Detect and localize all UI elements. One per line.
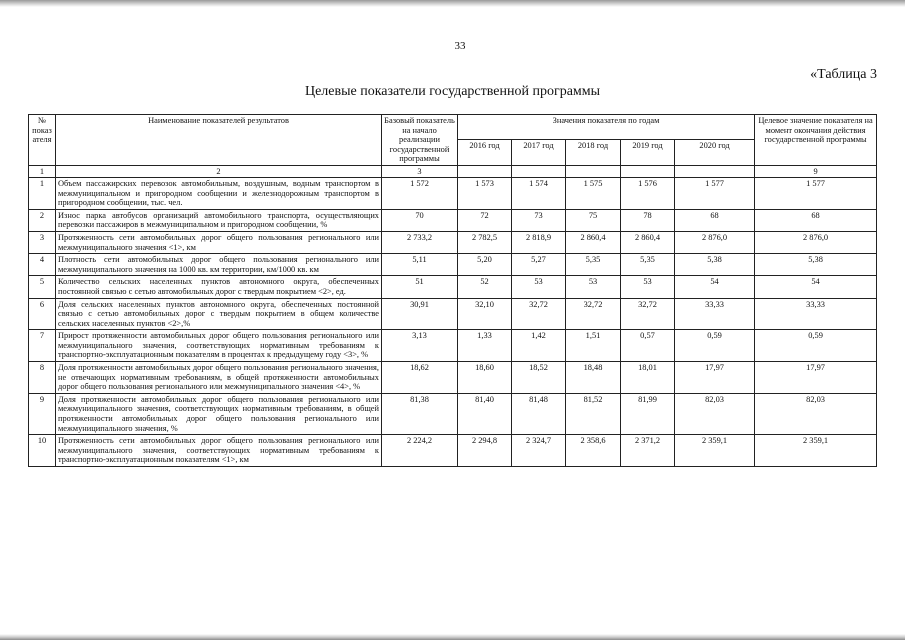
row-value: 0,59 bbox=[675, 330, 755, 362]
header-num: № показ ателя bbox=[29, 115, 56, 166]
row-base: 81,38 bbox=[382, 393, 458, 434]
row-name: Доля сельских населенных пунктов автономного округа, обеспеченных постоянной связью с сетью автомобильных дорог с твердым покрытием в общем количестве сельских населенных пунктов <2>,% bbox=[56, 298, 382, 330]
row-value: 32,72 bbox=[512, 298, 566, 330]
column-index bbox=[566, 165, 621, 177]
row-num: 6 bbox=[29, 298, 56, 330]
scan-edge-bottom bbox=[0, 634, 905, 640]
row-target: 33,33 bbox=[755, 298, 877, 330]
column-index: 3 bbox=[382, 165, 458, 177]
row-value: 5,27 bbox=[512, 254, 566, 276]
row-value: 53 bbox=[512, 276, 566, 298]
row-value: 53 bbox=[566, 276, 621, 298]
row-value: 81,52 bbox=[566, 393, 621, 434]
row-name: Протяженность сети автомобильных дорог общего пользования регионального или межмуниципального значения, соответствующих нормативным требованиям к транспортно-эксплуатационным показателям <1>, км bbox=[56, 435, 382, 467]
header-target: Целевое значение показателя на момент окончания действия государственной программы bbox=[755, 115, 877, 166]
row-value: 2 359,1 bbox=[675, 435, 755, 467]
targets-table bbox=[28, 114, 877, 467]
column-index-row bbox=[29, 165, 877, 177]
row-num: 7 bbox=[29, 330, 56, 362]
row-value: 73 bbox=[512, 209, 566, 231]
row-value: 54 bbox=[675, 276, 755, 298]
header-name: Наименование показателей результатов bbox=[56, 115, 382, 166]
table-row bbox=[29, 254, 877, 276]
row-name: Износ парка автобусов организаций автомобильного транспорта, осуществляющих перевозки пассажиров в межмуниципальном и пригородном сообщении, % bbox=[56, 209, 382, 231]
row-value: 32,72 bbox=[566, 298, 621, 330]
row-value: 18,01 bbox=[621, 362, 675, 394]
row-base: 2 224,2 bbox=[382, 435, 458, 467]
row-name: Прирост протяженности автомобильных дорог общего пользования регионального или межмуниципального значения, соответствующих нормативным требованиям к транспортно-эксплуатационным показателям в процентах к предыдущему году <3>, % bbox=[56, 330, 382, 362]
row-name: Количество сельских населенных пунктов автономного округа, обеспеченных постоянной связью с сетью автомобильных дорог с твердым покрытием <2>, ед. bbox=[56, 276, 382, 298]
row-value: 2 371,2 bbox=[621, 435, 675, 467]
row-base: 30,91 bbox=[382, 298, 458, 330]
row-num: 8 bbox=[29, 362, 56, 394]
row-value: 2 818,9 bbox=[512, 231, 566, 253]
column-index bbox=[675, 165, 755, 177]
row-value: 53 bbox=[621, 276, 675, 298]
row-value: 1,51 bbox=[566, 330, 621, 362]
row-value: 2 860,4 bbox=[566, 231, 621, 253]
row-value: 5,35 bbox=[566, 254, 621, 276]
row-target: 2 359,1 bbox=[755, 435, 877, 467]
column-index: 2 bbox=[56, 165, 382, 177]
row-num: 10 bbox=[29, 435, 56, 467]
row-num: 5 bbox=[29, 276, 56, 298]
row-value: 1 577 bbox=[675, 177, 755, 209]
row-value: 18,48 bbox=[566, 362, 621, 394]
row-value: 1,42 bbox=[512, 330, 566, 362]
column-index bbox=[458, 165, 512, 177]
row-name: Плотность сети автомобильных дорог общего пользования регионального или межмуниципального значения на 1000 кв. км территории, км/1000 кв. км bbox=[56, 254, 382, 276]
row-num: 4 bbox=[29, 254, 56, 276]
table-row bbox=[29, 298, 877, 330]
row-name: Доля протяженности автомобильных дорог общего пользования регионального значения, не отвечающих нормативным требованиям, в общей протяженности автомобильных дорог общего пользования регионального или межмуниципального значения <4>, % bbox=[56, 362, 382, 394]
row-num: 9 bbox=[29, 393, 56, 434]
row-value: 2 324,7 bbox=[512, 435, 566, 467]
page-title: Целевые показатели государственной программы bbox=[304, 84, 601, 99]
row-value: 68 bbox=[675, 209, 755, 231]
row-value: 32,72 bbox=[621, 298, 675, 330]
row-value: 18,52 bbox=[512, 362, 566, 394]
table-row bbox=[29, 362, 877, 394]
header-years-group: Значения показателя по годам bbox=[458, 115, 755, 140]
table-row bbox=[29, 276, 877, 298]
table-row bbox=[29, 209, 877, 231]
row-value: 75 bbox=[566, 209, 621, 231]
row-name: Доля протяженности автомобильных дорог общего пользования регионального или межмуниципального значения, соответствующих нормативным требованиям, в общей протяженности автомобильных дорог общего пользования регионального или межмуниципального значения, % bbox=[56, 393, 382, 434]
row-target: 54 bbox=[755, 276, 877, 298]
column-index bbox=[621, 165, 675, 177]
row-value: 5,38 bbox=[675, 254, 755, 276]
row-base: 3,13 bbox=[382, 330, 458, 362]
row-value: 1 573 bbox=[458, 177, 512, 209]
row-value: 33,33 bbox=[675, 298, 755, 330]
table-row bbox=[29, 231, 877, 253]
table-row bbox=[29, 330, 877, 362]
row-target: 68 bbox=[755, 209, 877, 231]
row-value: 2 860,4 bbox=[621, 231, 675, 253]
header-year: 2016 год bbox=[458, 140, 512, 165]
row-value: 0,57 bbox=[621, 330, 675, 362]
row-target: 2 876,0 bbox=[755, 231, 877, 253]
row-base: 2 733,2 bbox=[382, 231, 458, 253]
row-value: 2 294,8 bbox=[458, 435, 512, 467]
row-target: 17,97 bbox=[755, 362, 877, 394]
row-target: 1 577 bbox=[755, 177, 877, 209]
table-row bbox=[29, 435, 877, 467]
row-value: 1 574 bbox=[512, 177, 566, 209]
page-number: 33 bbox=[454, 40, 466, 52]
row-value: 1 576 bbox=[621, 177, 675, 209]
row-value: 78 bbox=[621, 209, 675, 231]
header-year: 2018 год bbox=[566, 140, 621, 165]
header-year: 2017 год bbox=[512, 140, 566, 165]
row-value: 17,97 bbox=[675, 362, 755, 394]
row-value: 5,20 bbox=[458, 254, 512, 276]
row-value: 81,40 bbox=[458, 393, 512, 434]
row-value: 81,99 bbox=[621, 393, 675, 434]
row-target: 0,59 bbox=[755, 330, 877, 362]
row-base: 18,62 bbox=[382, 362, 458, 394]
row-num: 3 bbox=[29, 231, 56, 253]
row-value: 2 358,6 bbox=[566, 435, 621, 467]
row-value: 32,10 bbox=[458, 298, 512, 330]
row-value: 82,03 bbox=[675, 393, 755, 434]
row-value: 1 575 bbox=[566, 177, 621, 209]
row-value: 5,35 bbox=[621, 254, 675, 276]
row-value: 2 876,0 bbox=[675, 231, 755, 253]
header-base: Базовый показатель на начало реализации государственной программы bbox=[382, 115, 458, 166]
row-value: 81,48 bbox=[512, 393, 566, 434]
table-label: «Таблица 3 bbox=[810, 67, 877, 82]
row-base: 51 bbox=[382, 276, 458, 298]
header-year: 2019 год bbox=[621, 140, 675, 165]
scan-edge-top bbox=[0, 0, 905, 7]
header-year: 2020 год bbox=[675, 140, 755, 165]
column-index: 1 bbox=[29, 165, 56, 177]
row-name: Протяженность сети автомобильных дорог общего пользования регионального или межмуниципального значения <1>, км bbox=[56, 231, 382, 253]
row-target: 5,38 bbox=[755, 254, 877, 276]
column-index bbox=[512, 165, 566, 177]
row-base: 70 bbox=[382, 209, 458, 231]
table-row bbox=[29, 177, 877, 209]
row-value: 72 bbox=[458, 209, 512, 231]
row-target: 82,03 bbox=[755, 393, 877, 434]
row-value: 18,60 bbox=[458, 362, 512, 394]
row-name: Объем пассажирских перевозок автомобильным, воздушным, водным транспортом в межмуниципальном и пригородном сообщении и железнодорожным транспортом в пригородном сообщении, тыс. чел. bbox=[56, 177, 382, 209]
row-value: 52 bbox=[458, 276, 512, 298]
row-base: 1 572 bbox=[382, 177, 458, 209]
header-row bbox=[29, 115, 877, 140]
row-num: 1 bbox=[29, 177, 56, 209]
row-value: 2 782,5 bbox=[458, 231, 512, 253]
row-num: 2 bbox=[29, 209, 56, 231]
row-value: 1,33 bbox=[458, 330, 512, 362]
row-base: 5,11 bbox=[382, 254, 458, 276]
column-index: 9 bbox=[755, 165, 877, 177]
table-row bbox=[29, 393, 877, 434]
